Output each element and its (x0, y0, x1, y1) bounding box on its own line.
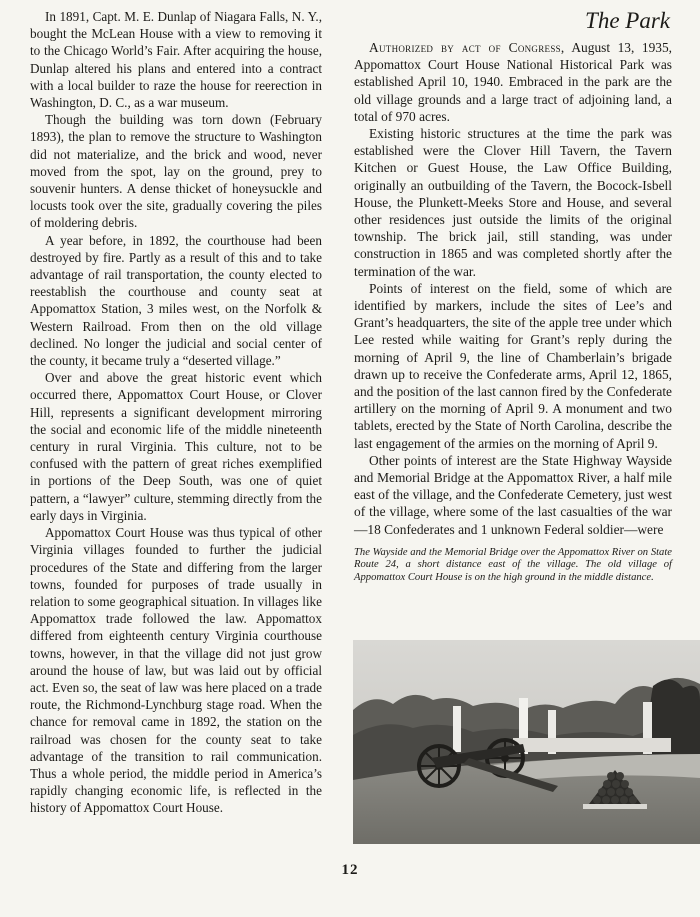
right-column (354, 8, 672, 585)
paragraph-historic-significance: Over and above the great historic event which occurred there, Appomattox Court House, or Clover Hill, represents a significant development mirroring the social and economic life of the middle nineteenth century in rural Virginia. This culture, not to be confused with the pattern of great riches exemplified in portions of the Deep South, was one of quiet pattern, a “lawyer” culture, stemming directly from the early days in Virginia. (30, 370, 322, 523)
left-column (30, 8, 322, 817)
paragraph-park-authorized (354, 39, 672, 125)
paragraph-historic-structures: Existing historic structures at the time the park was established were the Clover Hill Tavern, the Tavern Kitchen or Guest House, the Law Office Building, originally an outbuilding of the Tavern, the Bocock-Isbell House, the Plunkett-Meeks Store and House, and several other residences just outside the limits of the original township. The brick jail, still standing, was under construction in 1865 and was completed shortly after the termination of the war. (354, 126, 672, 279)
paragraph-points-of-interest: Points of interest on the field, some of which are identified by markers, include the sites of Lee’s and Grant’s headquarters, the site of the apple tree under which Lee rested while waiting for Grant’s reply during the morning of April 9, the line of Chamberlain’s brigade drawn up to receive the Confederate arms, April 12, 1865, and the position of the last cannon fired by the Confederate artillery on the morning of April 9. A monument and two tablets, erected by the State of North Carolina, describe the last engagement of the armies on the morning of April 9. (354, 280, 672, 451)
photo-caption: The Wayside and the Memorial Bridge over the Appomattox River on State Route 24, a short distance east of the village. The old village of Appomattox Court House is on the high ground in the middle distance. (354, 546, 672, 584)
paragraph-courthouse-fire: A year before, in 1892, the courthouse had been destroyed by fire. Partly as a result of this and to take advantage of rail transportation, the county elected to reestablish the courthouse and county seat at Appomattox Station, 3 miles west, on the Norfolk & Western Railroad. From then on the old village declined. No longer the judicial and social center of the county, it became truly a “deserted village.” (30, 232, 322, 369)
paragraph-virginia-villages: Appomattox Court House was thus typical of other Virginia villages founded to further the judicial procedures of the State and differing from the larger towns, founded for purposes of trade usually in relation to some geographical situation. In villages like Appomattox trade followed the law. Appomattox differed from eighteenth century Virginia courthouse towns, however, in that the village did not just grow around the house of law, but was laid out by official act. Even so, the seat of law was here placed on a trade route, the Richmond-Lynchburg stage road. When the chance for removal came in 1892, the station on the railroad was chosen for the county seat to take advantage of the transition to rail communication. Thus a whole period, the middle period in America’s rapidly changing economic life, is reflected in the history of Appomattox Court House. (30, 525, 322, 816)
paragraph-lead-smallcaps: Authorized by act of Congress, (369, 40, 565, 55)
page-number: 12 (341, 862, 359, 878)
cannon-photo-illustration (353, 640, 700, 844)
paragraph-lead-rest: August 13, 1935, Appomattox Court House National Historical Park was established April 10, 1940. Embraced in the park are the old village grounds and a large tract of adjoining land, a total of 970 acres. (354, 40, 673, 124)
paragraph-mclean-house: In 1891, Capt. M. E. Dunlap of Niagara Falls, N. Y., bought the McLean House with a view to removing it to the Chicago World’s Fair. After acquiring the house, Dunlap altered his plans and entered into a contract with a local builder to raze the house for reerection in Washington, D. C., as a war museum. (30, 9, 322, 111)
wayside-photograph (353, 640, 700, 844)
paragraph-other-points: Other points of interest are the State Highway Wayside and Memorial Bridge at the Appomattox River, a half mile east of the village, and the Confederate Cemetery, just west of the village, where some of the last casualties of the war—18 Confederates and 1 unknown Federal soldier—were (354, 452, 672, 537)
paragraph-building-torn-down: Though the building was torn down (February 1893), the plan to remove the structure to Washington did not materialize, and the brick and wood, never moved from the spot, lay on the ground, prey to souvenir hunters. A dense thicket of honeysuckle and locusts took over the site, gradually covering the piles of moldering debris. (30, 112, 322, 231)
section-title: The Park (585, 8, 670, 33)
